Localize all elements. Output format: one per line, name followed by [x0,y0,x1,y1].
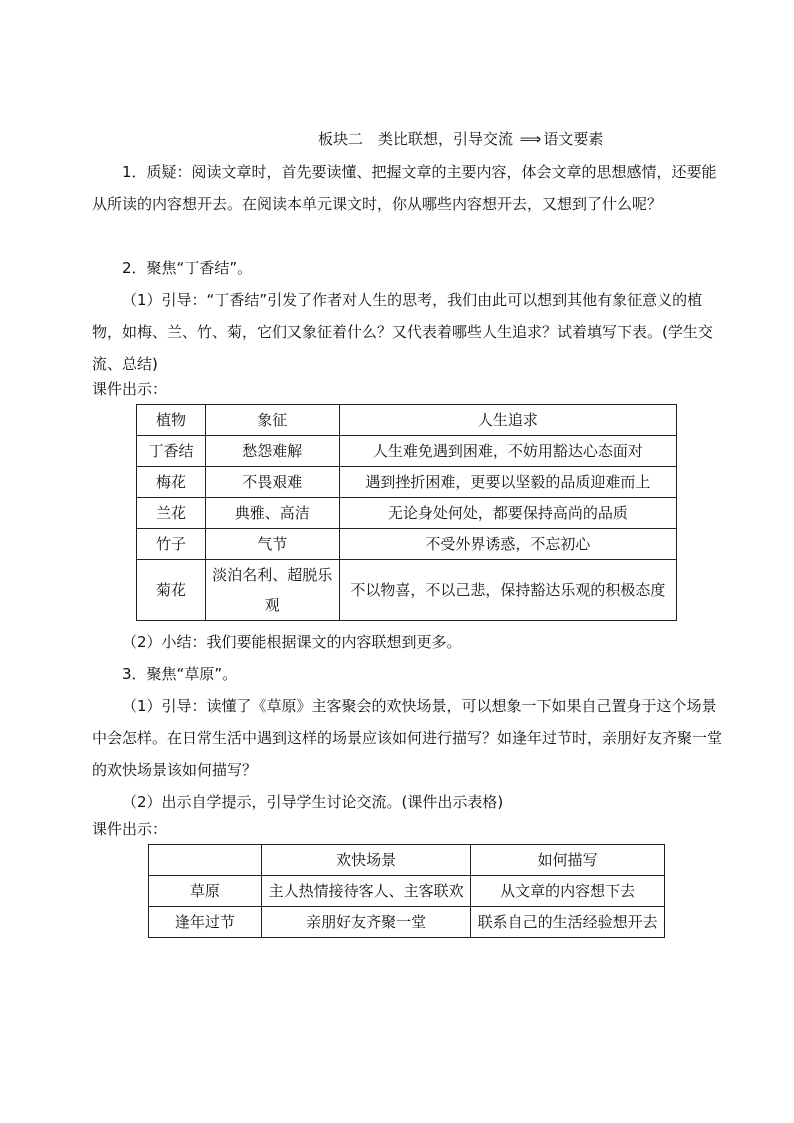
table-cell: 菊花 [137,560,206,621]
section-heading [318,128,603,149]
scene-description-table [148,844,665,938]
table-cell: 从文章的内容想下去 [471,876,665,907]
table-header-cell: 象征 [205,405,339,436]
table-cell: 人生难免遇到困难，不妨用豁达心态面对 [339,436,676,467]
table-header-row [149,845,665,876]
table-cell: 遇到挫折困难，更要以坚毅的品质迎难而上 [339,467,676,498]
table-row [137,560,677,621]
paragraph-summary: （2）小结：我们要能根据课文的内容联想到更多。 [122,633,462,651]
section-heading-suffix: 语文要素 [543,130,604,148]
paragraph-guide-2: （1）引导：读懂了《草原》主客聚会的欢快场景，可以想象一下如果自己置身于这个场景中会怎样。在日常生活中遇到这样的场景应该如何进行描写？如逢年过节时，亲朋好友齐聚一堂的欢快场景该如何描写？ [92,697,723,779]
table-cell: 无论身处何处，都要保持高尚的品质 [339,498,676,529]
table-header-cell: 欢快场景 [261,845,471,876]
table-header-cell: 人生追求 [339,405,676,436]
plants-symbol-table [136,404,677,621]
table-row [149,876,665,907]
table-header-row [137,405,677,436]
table-row [137,529,677,560]
table-row [149,907,665,938]
section-heading-title: 板块二 类比联想，引导交流 [318,130,514,148]
table-cell: 梅花 [137,467,206,498]
paragraph-guide-1: （1）引导：“丁香结”引发了作者对人生的思考，我们由此可以想到其他有象征意义的植物，如梅、兰、竹、菊，它们又象征着什么？又代表着哪些人生追求？试着填写下表。(学生交流、总结) [92,291,713,373]
paragraph-question: 1．质疑：阅读文章时，首先要读懂、把握文章的主要内容，体会文章的思想感情，还要能从所读的内容想开去。在阅读本单元课文时，你从哪些内容想开去，又想到了什么呢？ [92,163,717,213]
table-cell: 典雅、高洁 [205,498,339,529]
table-cell: 愁怨难解 [205,436,339,467]
double-arrow-icon: ⟹ [519,130,542,148]
table-cell: 联系自己的生活经验想开去 [471,907,665,938]
table-cell: 兰花 [137,498,206,529]
table-cell: 逢年过节 [149,907,262,938]
paragraph-self-study: （2）出示自学提示，引导学生讨论交流。(课件出示表格) [122,793,504,811]
table-cell: 草原 [149,876,262,907]
table-cell: 竹子 [137,529,206,560]
courseware-label-1: 课件出示： [92,380,168,398]
table-cell: 不以物喜，不以己悲，保持豁达乐观的积极态度 [339,560,676,621]
table-header-cell: 如何描写 [471,845,665,876]
table-header-cell [149,845,262,876]
table-row [137,436,677,467]
table-row [137,467,677,498]
table-cell: 亲朋好友齐聚一堂 [261,907,471,938]
paragraph-focus-dingxiangjie: 2．聚焦“丁香结”。 [122,259,253,277]
table-cell: 气节 [205,529,339,560]
table-header-cell: 植物 [137,405,206,436]
paragraph-focus-caoyuan: 3．聚焦“草原”。 [122,665,238,683]
table-cell: 主人热情接待客人、主客联欢 [261,876,471,907]
table-cell: 不畏艰难 [205,467,339,498]
table-cell: 不受外界诱惑，不忘初心 [339,529,676,560]
table-cell: 丁香结 [137,436,206,467]
courseware-label-2: 课件出示： [92,820,168,838]
table-cell: 淡泊名利、超脱乐观 [205,560,339,621]
table-row [137,498,677,529]
